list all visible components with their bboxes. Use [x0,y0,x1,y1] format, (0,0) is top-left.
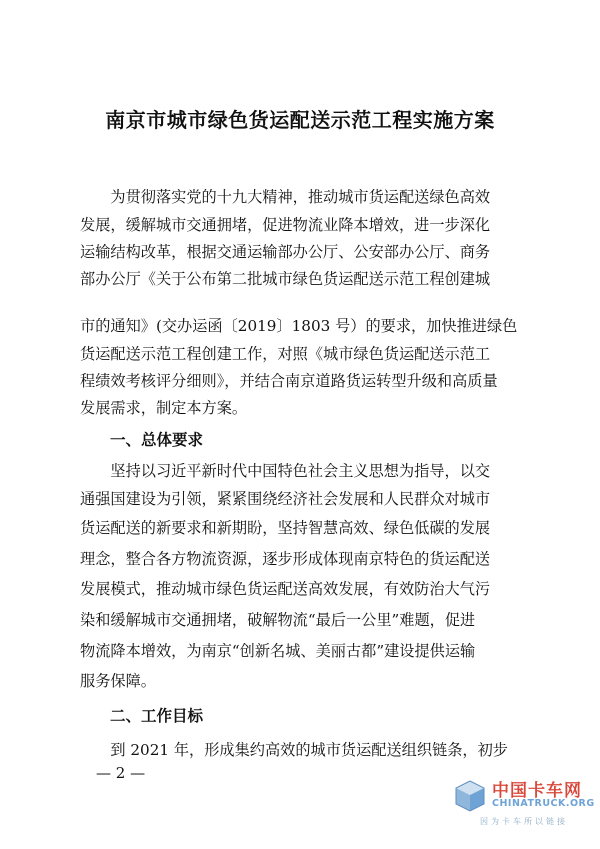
intro-line: 部办公厅《关于公布第二批城市绿色货运配送示范工程创建城 [80,270,491,288]
document-title: 南京市城市绿色货运配送示范工程实施方案 [105,108,495,132]
intro-line: 程绩效考核评分细则》，并结合南京道路货运转型升级和高质量 [80,372,498,390]
intro-line: 运输结构改革，根据交通运输部办公厅、公安部办公厅、商务 [80,243,491,261]
section1-line: 通强国建设为引领，紧紧围绕经济社会发展和人民群众对城市 [80,490,491,508]
intro-line: 市的通知》(交办运函〔2019〕1803 号）的要求，加快推进绿色 [80,317,518,335]
intro-line: 发展需求，制定本方案。 [80,399,248,417]
truck-cube-logo-icon [452,778,488,814]
page-number: — 2 — [96,764,146,782]
watermark-name-en: CHINATRUCK.ORG [492,798,595,809]
section1-line: 发展模式，推动城市绿色货运配送高效发展，有效防治大气污 [80,580,491,598]
intro-line: 为贯彻落实党的十九大精神，推动城市货运配送绿色高效 [80,188,491,206]
intro-line: 货运配送示范工程创建工作，对照《城市绿色货运配送示范工 [80,345,491,363]
section2-line: 到 2021 年，形成集约高效的城市货运配送组织链条，初步 [80,741,508,759]
section1-line: 理念，整合各方物流资源，逐步形成体现南京特色的货运配送 [80,550,491,568]
section1-line: 染和缓解城市交通拥堵，破解物流“最后一公里”难题，促进 [80,611,476,629]
section1-line: 服务保障。 [80,672,156,690]
watermark-slogan: 因为卡车所以链接 [480,817,568,826]
section-heading-overall-requirements: 一、总体要求 [110,430,204,449]
site-watermark [452,772,595,836]
section-heading-work-goals: 二、工作目标 [110,706,204,725]
intro-line: 发展，缓解城市交通拥堵，促进物流业降本增效，进一步深化 [80,216,491,234]
section1-line: 坚持以习近平新时代中国特色社会主义思想为指导，以交 [80,462,491,480]
watermark-name-cn: 中国卡车网 [492,781,582,801]
section1-line: 货运配送的新要求和新期盼，坚持智慧高效、绿色低碳的发展 [80,519,491,537]
section1-line: 物流降本增效，为南京“创新名城、美丽古都”建设提供运输 [80,642,476,660]
